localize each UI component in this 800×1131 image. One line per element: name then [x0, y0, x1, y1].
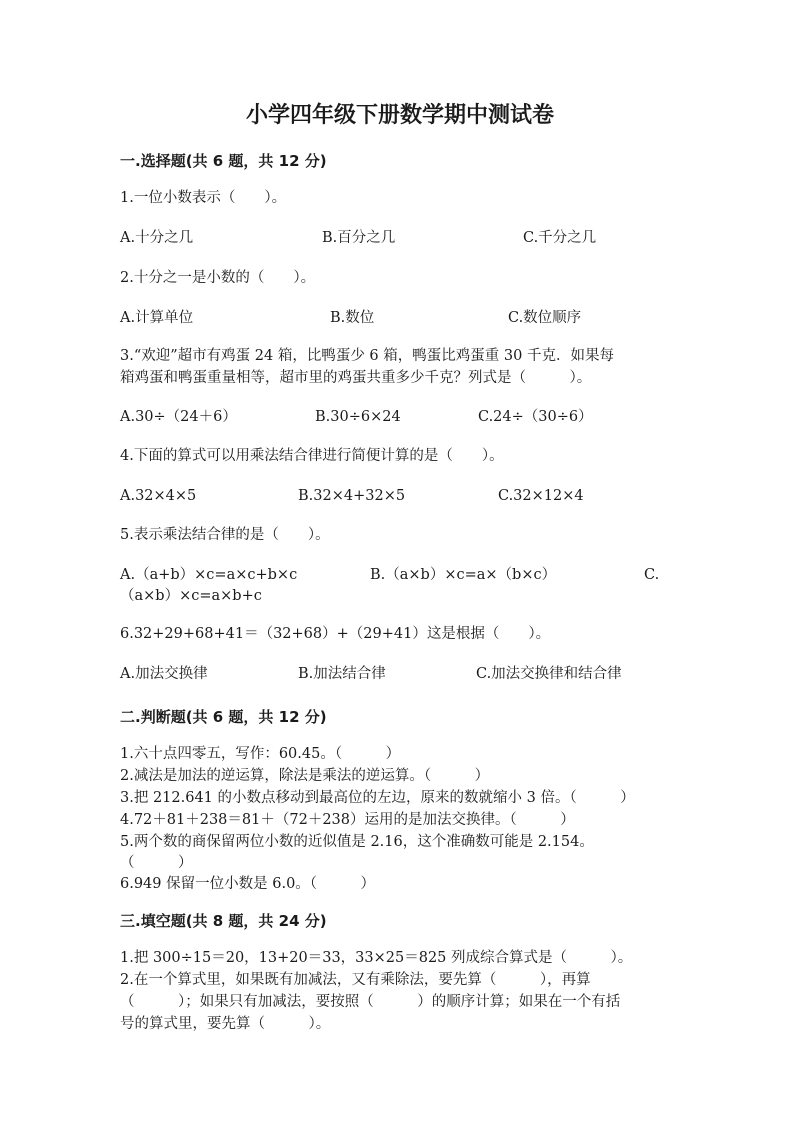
- question-2-option-b: B.数位: [330, 310, 375, 326]
- question-4-option-a: A.32×4×5: [120, 488, 197, 504]
- question-5-option-a: A.（a+b）×c=a×c+b×c: [120, 567, 298, 583]
- question-5-option-b: B.（a×b）×c=a×（b×c）: [370, 567, 557, 583]
- question-6-stem: 6.32+29+68+41＝（32+68）+（29+41）这是根据（ ）。: [120, 626, 551, 642]
- question-6-option-a: A.加法交换律: [120, 666, 208, 682]
- question-1-option-c: C.千分之几: [523, 230, 597, 246]
- question-6-option-b: B.加法结合律: [298, 666, 386, 682]
- question-5-option-c-label: C.: [644, 567, 660, 583]
- judge-6: 6.949 保留一位小数是 6.0。（ ）: [120, 876, 376, 892]
- question-3-stem-line2: 箱鸡蛋和鸭蛋重量相等，超市里的鸡蛋共重多少千克？列式是（ ）。: [120, 370, 592, 386]
- question-4-option-b: B.32×4+32×5: [298, 488, 406, 504]
- question-1-stem: 1.一位小数表示（ ）。: [120, 190, 287, 206]
- question-2-stem: 2.十分之一是小数的（ ）。: [120, 270, 316, 286]
- question-4-option-c: C.32×12×4: [498, 488, 584, 504]
- judge-4: 4.72＋81＋238＝81＋（72＋238）运用的是加法交换律。（ ）: [120, 812, 575, 828]
- fill-2-line3: 号的算式里，要先算（ ）。: [120, 1016, 331, 1032]
- question-1-option-b: B.百分之几: [322, 230, 396, 246]
- fill-2-line2: （ ）；如果只有加减法，要按照（ ）的顺序计算；如果在一个有括: [120, 994, 621, 1010]
- question-2-option-c: C.数位顺序: [508, 310, 582, 326]
- section-heading-judgement: 二.判断题(共 6 题，共 12 分): [120, 708, 327, 726]
- question-2-option-a: A.计算单位: [120, 310, 194, 326]
- page-title: 小学四年级下册数学期中测试卷: [245, 103, 554, 128]
- judge-1: 1.六十点四零五，写作：60.45。（ ）: [120, 746, 401, 762]
- judge-2: 2.减法是加法的逆运算，除法是乘法的逆运算。（ ）: [120, 768, 490, 784]
- question-4-stem: 4.下面的算式可以用乘法结合律进行简便计算的是（ ）。: [120, 448, 504, 464]
- section-heading-choice: 一.选择题(共 6 题，共 12 分): [120, 152, 327, 170]
- judge-5-line1: 5.两个数的商保留两位小数的近似值是 2.16，这个准确数可能是 2.154。: [120, 834, 594, 850]
- question-1-option-a: A.十分之几: [120, 230, 194, 246]
- question-3-option-c: C.24÷（30÷6）: [478, 409, 593, 425]
- fill-1: 1.把 300÷15＝20，13+20＝33，33×25＝825 列成综合算式是（ ）。: [120, 950, 633, 966]
- question-3-option-b: B.30÷6×24: [315, 409, 401, 425]
- judge-5-line2: （ ）: [120, 855, 193, 871]
- question-5-option-c-text: （a×b）×c=a×b+c: [120, 588, 262, 604]
- section-heading-fill: 三.填空题(共 8 题，共 24 分): [120, 912, 327, 930]
- question-3-stem-line1: 3.“欢迎”超市有鸡蛋 24 箱，比鸭蛋少 6 箱，鸭蛋比鸡蛋重 30 千克．如果每: [120, 348, 614, 364]
- question-6-option-c: C.加法交换律和结合律: [476, 666, 622, 682]
- question-5-stem: 5.表示乘法结合律的是（ ）。: [120, 527, 330, 543]
- judge-3: 3.把 212.641 的小数点移动到最高位的左边，原来的数就缩小 3 倍。（ ）: [120, 790, 635, 806]
- question-3-option-a: A.30÷（24＋6）: [120, 409, 237, 425]
- fill-2-line1: 2.在一个算式里，如果既有加减法，又有乘除法，要先算（ ），再算: [120, 972, 591, 988]
